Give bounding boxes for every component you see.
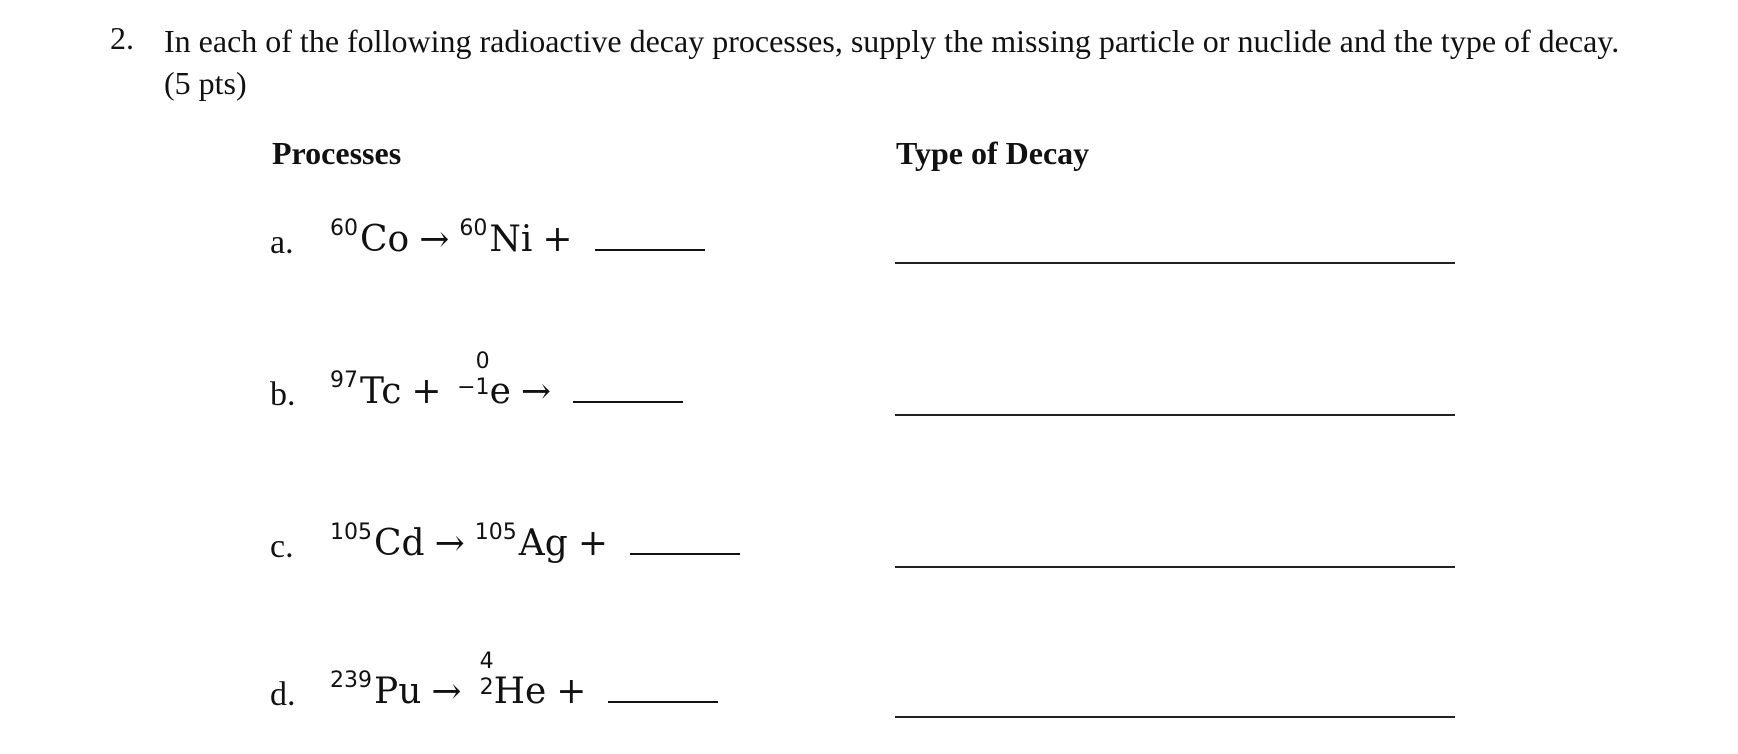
arrow-symbol: → [431,671,462,712]
question-text: In each of the following radioactive decay processes, supply the missing particle or nuclide and the type of decay. (5 pts) [164,23,1620,101]
answer-line-a[interactable] [895,262,1455,264]
answer-line-c[interactable] [895,566,1455,568]
plus-symbol: + [577,523,608,564]
element-symbol: Ni [489,219,533,260]
plus-symbol: + [542,219,573,260]
question-number: 2. [110,20,134,56]
mass-number: 97 [330,368,358,393]
missing-particle-blank[interactable] [573,391,683,403]
element-symbol: Pu [374,671,422,712]
answer-line-d[interactable] [895,716,1455,718]
element-symbol: Cd [374,523,425,564]
item-letter: d. [270,676,296,713]
mass-number: 60 [459,216,488,241]
type-of-decay-heading: Type of Decay [896,135,1090,171]
mass-number: 60 [330,216,358,241]
atomic-number: 2 [479,675,494,700]
element-symbol: e [489,371,511,412]
answer-line-b[interactable] [895,414,1455,416]
arrow-symbol: → [520,371,552,412]
plus-symbol: + [556,671,587,712]
mass-number: 0 [475,349,490,374]
nuclide-number-stack [472,649,494,703]
mass-number: 105 [474,520,517,545]
arrow-symbol: → [419,219,450,260]
element-symbol: He [493,671,547,712]
equation-b [330,349,683,427]
missing-particle-blank[interactable] [630,543,740,555]
element-symbol: Ag [518,523,568,564]
item-letter: b. [270,376,296,413]
arrow-symbol: → [434,523,465,564]
element-symbol: Tc [360,371,402,412]
equation-a [330,210,705,275]
mass-number: 4 [479,649,494,674]
item-letter: c. [270,528,294,565]
mass-number: 239 [330,668,372,693]
element-symbol: Co [360,219,410,260]
equation-d [330,649,718,727]
mass-number: 105 [330,520,372,545]
item-letter: a. [270,224,294,261]
missing-particle-blank[interactable] [595,239,705,251]
processes-heading: Processes [272,135,402,171]
nuclide-number-stack [452,349,490,403]
equation-c [330,514,740,579]
plus-symbol: + [411,371,442,412]
missing-particle-blank[interactable] [608,691,718,703]
atomic-number: −1 [457,375,490,400]
